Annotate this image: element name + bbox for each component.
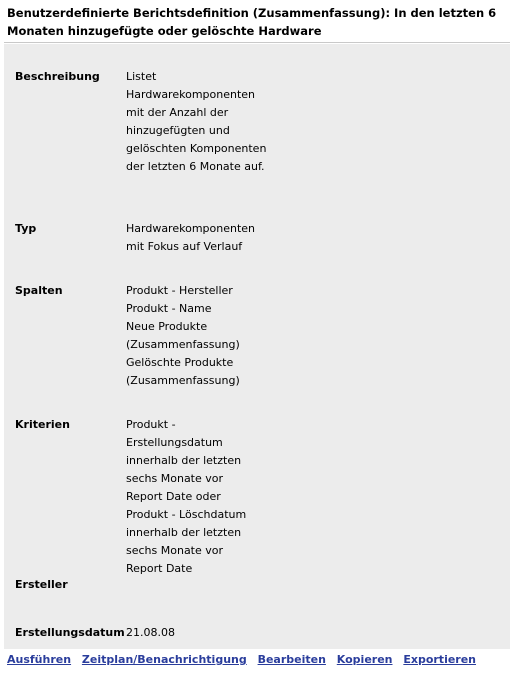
kriterien-value: Produkt - Erstellungsdatum innerhalb der letzten sechs Monate vor Report Date oder Produkt - Löschdatum innerhalb der letzten sechs Monate vor Report Date bbox=[126, 418, 247, 575]
page-title: Benutzerdefinierte Berichtsdefinition (Zusammenfassung): In den letzten 6 Monaten hinzugefügte oder gelöschte Hardware bbox=[7, 6, 497, 38]
beschreibung-value: Listet Hardwarekomponenten mit der Anzahl der hinzugefügten und gelöschten Komponenten der letzten 6 Monate auf. bbox=[126, 70, 267, 173]
edit-link[interactable]: Bearbeiten bbox=[257, 653, 326, 666]
spalten-label: Spalten bbox=[15, 284, 63, 297]
beschreibung-label: Beschreibung bbox=[15, 70, 100, 83]
erstellungsdatum-label: Erstellungsdatum bbox=[15, 626, 125, 639]
export-link[interactable]: Exportieren bbox=[403, 653, 477, 666]
spalten-line: Gelöschte Produkte (Zusammenfassung) bbox=[126, 356, 240, 387]
erstellungsdatum-value: 21.08.08 bbox=[126, 626, 175, 639]
run-link[interactable]: Ausführen bbox=[7, 653, 72, 666]
copy-link[interactable]: Kopieren bbox=[336, 653, 393, 666]
spalten-line: Produkt - Hersteller bbox=[126, 284, 233, 297]
schedule-link[interactable]: Zeitplan/Benachrichtigung bbox=[81, 653, 247, 666]
kriterien-label: Kriterien bbox=[15, 418, 70, 431]
spalten-value bbox=[126, 282, 268, 390]
ersteller-label: Ersteller bbox=[15, 578, 68, 591]
typ-value: Hardwarekomponenten mit Fokus auf Verlauf bbox=[126, 222, 256, 253]
action-links bbox=[7, 652, 483, 668]
report-definition-panel bbox=[4, 44, 510, 649]
title-divider bbox=[4, 42, 510, 43]
typ-label: Typ bbox=[15, 222, 37, 235]
spalten-line: Neue Produkte (Zusammenfassung) bbox=[126, 320, 240, 351]
spalten-line: Produkt - Name bbox=[126, 302, 212, 315]
